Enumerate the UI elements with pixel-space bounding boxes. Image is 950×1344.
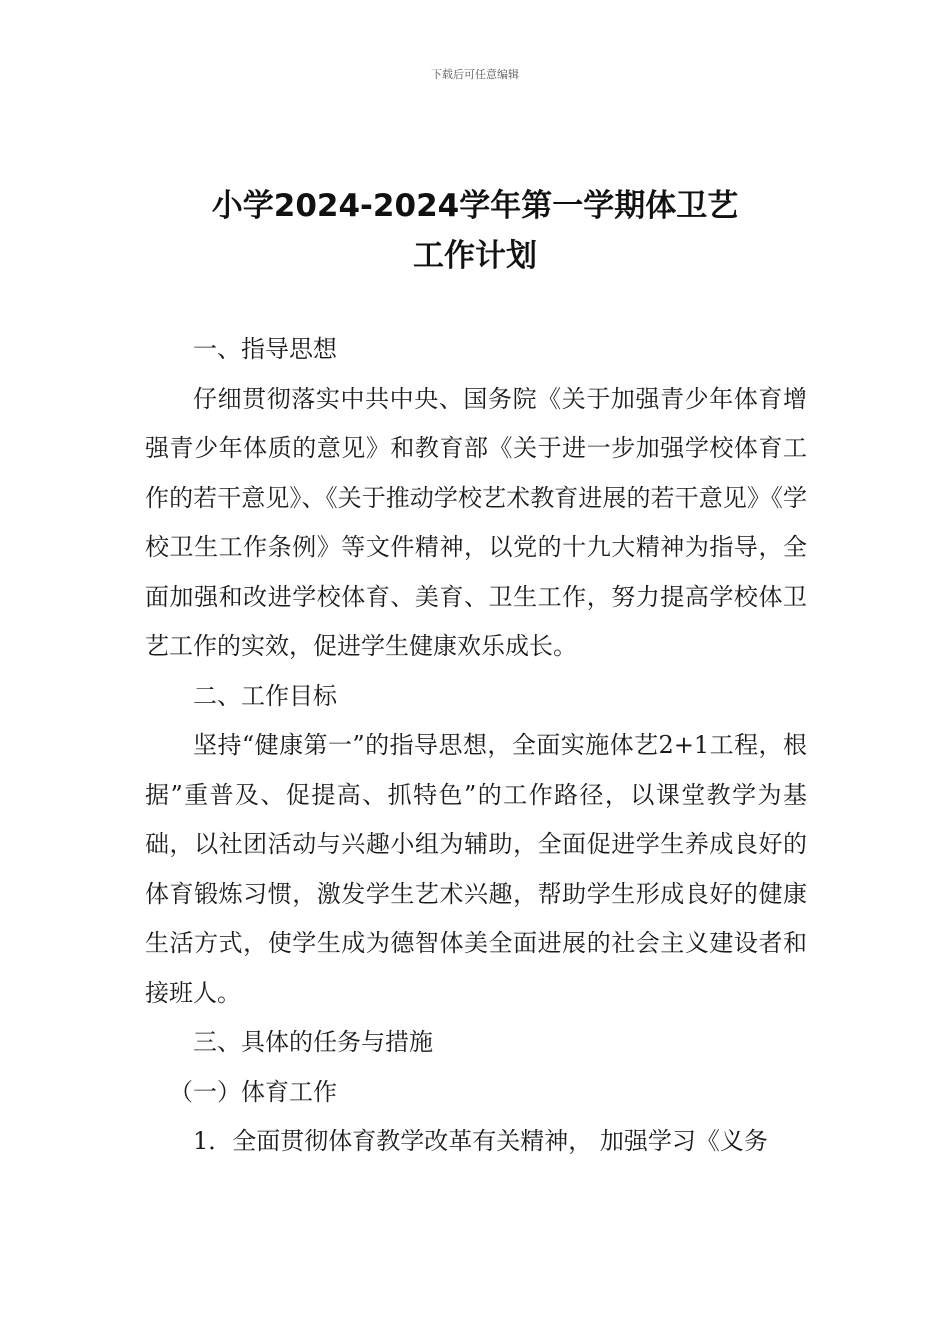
document-body xyxy=(145,325,807,1167)
section-heading-tasks-measures: 三、具体的任务与措施 xyxy=(193,1028,433,1056)
list-item-1: 1．全面贯彻体育教学改革有关精神， 加强学习《义务 xyxy=(193,1127,768,1155)
paragraph-guiding-thought: 仔细贯彻落实中共中央、国务院《关于加强青少年体育增强青少年体质的意见》和教育部《关于进一步加强学校体育工作的若干意见》、《关于推动学校艺术教育进展的若干意见》《学校卫生工作条例》等文件精神，以党的十九大精神为指导，全面加强和改进学校体育、美育、卫生工作，努力提高学校体卫艺工作的实效，促进学生健康欢乐成长。 xyxy=(145,384,807,660)
subsection-heading-pe-work: （一）体育工作 xyxy=(169,1077,337,1106)
document-title-line-2: 工作计划 xyxy=(413,238,537,274)
page-header-note: 下载后可任意编辑 xyxy=(431,68,519,81)
section-heading-guiding-thought: 一、指导思想 xyxy=(193,335,337,363)
document-title-line-1: 小学2024-2024学年第一学期体卫艺 xyxy=(211,188,739,224)
paragraph-work-goals: 坚持“健康第一”的指导思想，全面实施体艺2+1工程，根据”重普及、促提高、抓特色”的工作路径，以课堂教学为基础，以社团活动与兴趣小组为辅助，全面促进学生养成良好的体育锻炼习惯，激发学生艺术兴趣，帮助学生形成良好的健康生活方式，使学生成为德智体美全面进展的社会主义建设者和接班人。 xyxy=(145,731,807,1007)
section-heading-work-goals: 二、工作目标 xyxy=(193,681,337,710)
